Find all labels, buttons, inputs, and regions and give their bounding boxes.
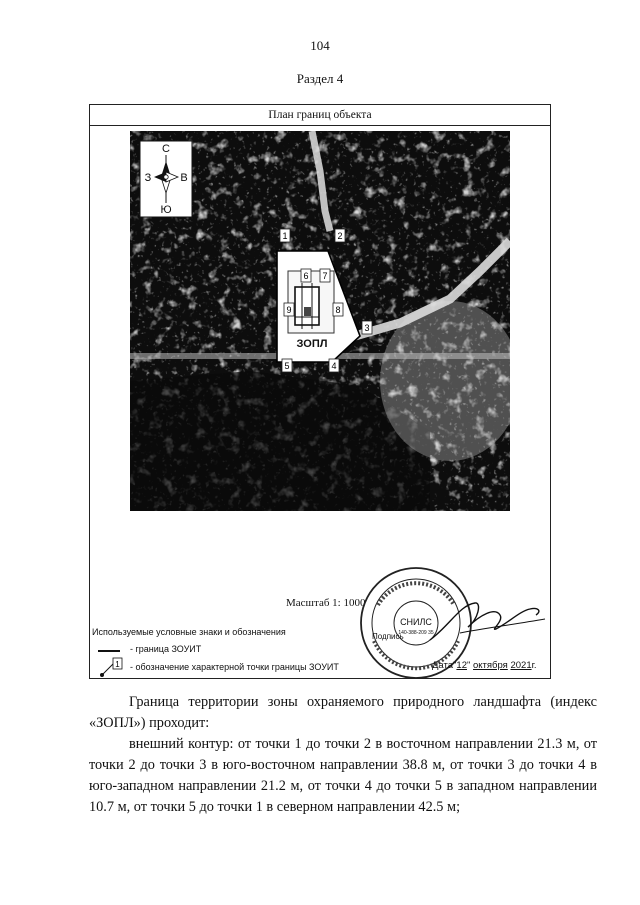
zone-label: ЗОПЛ bbox=[296, 338, 328, 350]
compass-south: Ю bbox=[160, 204, 172, 216]
page-number: 104 bbox=[310, 38, 330, 53]
scale-label: Масштаб 1: 1000 bbox=[286, 597, 366, 609]
point-label: 3 bbox=[364, 323, 370, 333]
date-day: 12 bbox=[456, 660, 467, 671]
plan-title: План границ объекта bbox=[90, 105, 550, 126]
point-label: 5 bbox=[284, 361, 290, 371]
legend-line-symbol bbox=[98, 650, 120, 652]
date-mid: " bbox=[467, 660, 471, 671]
map-svg bbox=[130, 131, 510, 511]
signature-label: Подпись bbox=[372, 632, 404, 641]
inner-point-label: 9 bbox=[286, 305, 292, 315]
inner-point-label: 7 bbox=[322, 271, 328, 281]
plan-frame bbox=[89, 104, 551, 679]
description-intro: Граница территории зоны охраняемого природного ландшафта (индекс «ЗОПЛ») проходит: bbox=[89, 694, 597, 731]
aerial-map bbox=[130, 131, 510, 511]
compass-west: З bbox=[144, 172, 152, 184]
compass-north: С bbox=[162, 143, 170, 155]
legend-point-number: 1 bbox=[115, 660, 120, 669]
stamp-center-text: СНИЛС bbox=[400, 617, 432, 627]
date-suffix: г. bbox=[531, 660, 537, 671]
legend-point-symbol bbox=[98, 657, 128, 679]
point-label: 2 bbox=[337, 231, 343, 241]
boundary-description bbox=[89, 692, 597, 818]
date-year: 2021 bbox=[510, 660, 532, 671]
date-prefix: Дата" bbox=[432, 660, 457, 671]
date-line bbox=[432, 660, 537, 671]
point-label: 1 bbox=[282, 231, 288, 241]
legend-title: Используемые условные знаки и обозначения bbox=[92, 627, 286, 637]
compass-east: В bbox=[180, 172, 188, 184]
inner-point-label: 8 bbox=[335, 305, 341, 315]
stamp-number: 140-388-209 35 bbox=[398, 630, 434, 636]
section-label: Раздел 4 bbox=[296, 71, 344, 86]
date-month: октября bbox=[473, 660, 508, 671]
legend-boundary-line: - граница ЗОУИТ bbox=[130, 644, 202, 654]
description-contour: внешний контур: от точки 1 до точки 2 в восточном направлении 21.3 м, от точки 2 до точки 3 в юго-восточном направлении 38.8 м, от точки 3 до точки 4 в юго-западном направлении 21.2 м, от точки 4 до точки 5 в западном направлении 10.7 м, от точки 5 до точки 1 в северном направлении 42.5 м; bbox=[89, 736, 597, 815]
signature bbox=[420, 585, 550, 655]
inner-point-label: 6 bbox=[303, 271, 309, 281]
legend-boundary-point: - обозначение характерной точки границы ЗОУИТ bbox=[130, 662, 339, 672]
point-label: 4 bbox=[331, 361, 337, 371]
